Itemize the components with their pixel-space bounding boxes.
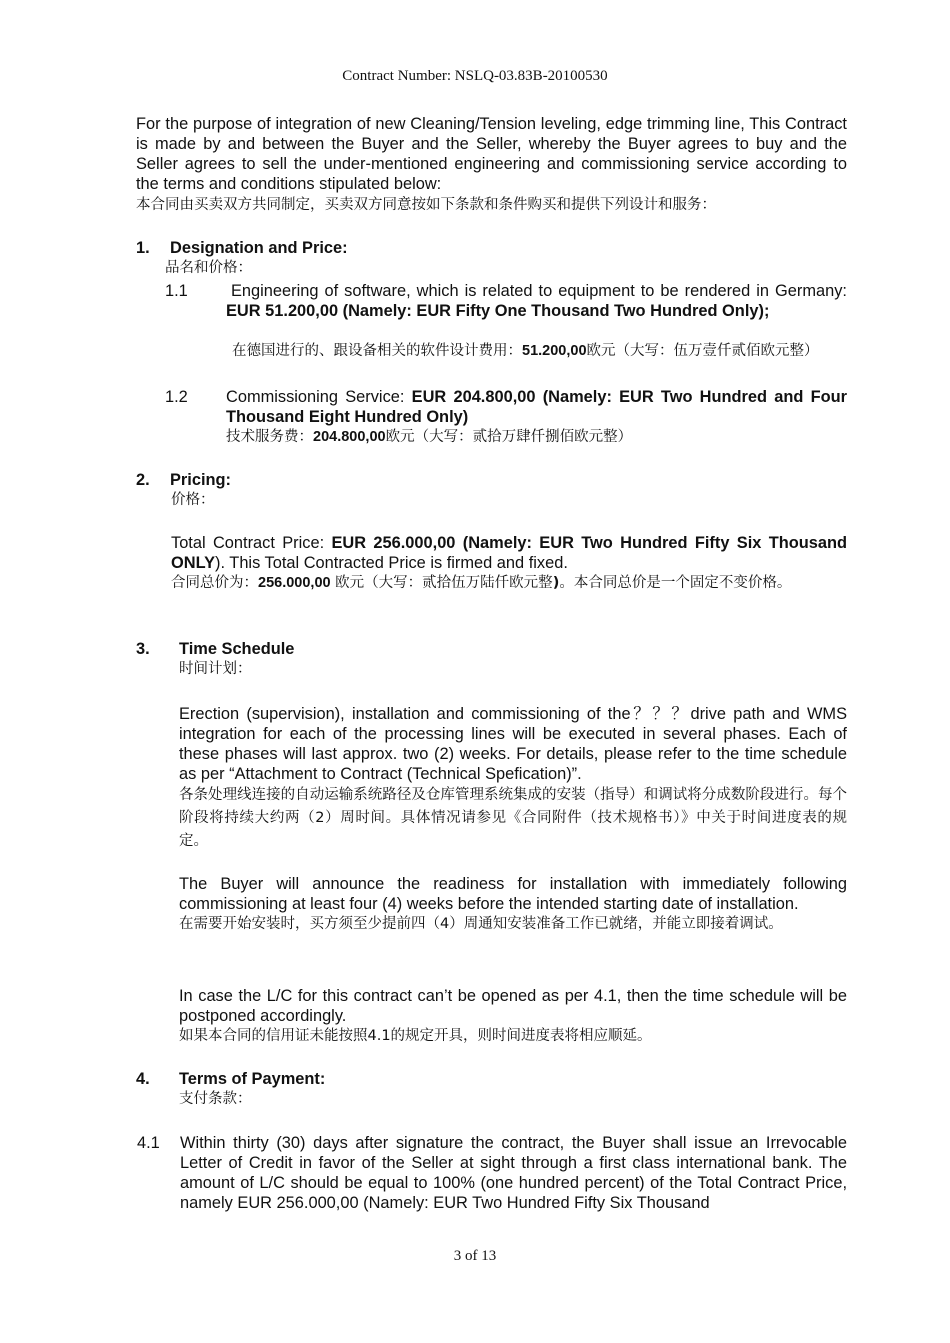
pricing-chinese: 合同总价为：256.000,00 欧元（大写：贰拾伍万陆仟欧元整)。本合同总价是一个固定不变价格。 (171, 575, 792, 591)
intro-english: For the purpose of integration of new Cleaning/Tension leveling, edge trimming line, This Contract is made by and between the Buyer and the Seller, whereby the Buyer agrees to buy and the Seller agrees to sell the under-mentioned engineering and commissioning service according to the terms and conditions stipulated below: (136, 115, 847, 193)
item-1-1-english: Engineering of software, which is related to equipment to be rendered in Germany: EUR 51.200,00 (Namely: EUR Fifty One Thousand Two Hundred Only); (226, 282, 847, 320)
time-schedule-p1-english: Erection (supervision), installation and commissioning of the？？？drive path and WMS integration for each of the processing lines will be executed in several phases. Each of these phases will last approx. two (2) weeks. For details, please refer to the time schedule as per “Attachment to Contract (Technical Spefication)”. (179, 705, 847, 783)
item-1-1-chinese: 在德国进行的、跟设备相关的软件设计费用：51.200,00欧元（大写：伍万壹仟贰佰欧元整） (232, 343, 819, 359)
item-1-2-english: Commissioning Service: EUR 204.800,00 (Namely: EUR Two Hundred and Four Thousand Eight Hundred Only) (226, 388, 848, 426)
section-4-title: Terms of Payment: (179, 1070, 326, 1088)
contract-number-header: Contract Number: NSLQ-03.83B-20100530 (342, 68, 608, 84)
time-schedule-p3-english: In case the L/C for this contract can’t be opened as per 4.1, then the time schedule will be postponed accordingly. (179, 987, 847, 1025)
section-2-chinese-title: 价格： (171, 492, 215, 508)
item-4-1-number: 4.1 (137, 1134, 160, 1152)
section-3-chinese-title: 时间计划： (179, 661, 252, 677)
section-2-title: Pricing: (170, 471, 232, 489)
item-1-2-number: 1.2 (165, 388, 188, 406)
section-3-title: Time Schedule (179, 640, 295, 658)
page-number-footer: 3 of 13 (453, 1248, 497, 1264)
section-1-title: Designation and Price: (170, 239, 348, 257)
time-schedule-p2-chinese: 在需要开始安装时，买方须至少提前四（4）周通知安装准备工作已就绪，并能立即接着调试。 (179, 916, 783, 932)
intro-chinese: 本合同由买卖双方共同制定，买卖双方同意按如下条款和条件购买和提供下列设计和服务： (136, 197, 716, 213)
section-4-chinese-title: 支付条款： (179, 1091, 252, 1107)
section-1-chinese-title: 品名和价格： (165, 260, 252, 276)
section-1-number: 1. (136, 239, 150, 257)
section-3-number: 3. (136, 640, 150, 658)
item-4-1-english: Within thirty (30) days after signature the contract, the Buyer shall issue an Irrevocable Letter of Credit in favor of the Seller at sight through a first class international bank. The amount of L/C should be equal to 100% (one hundred percent) of the Total Contract Price, namely EUR 256.000,00 (Namely: EUR Two Hundred Fifty Six Thousand (180, 1134, 847, 1212)
section-4-number: 4. (136, 1070, 150, 1088)
item-1-1-number: 1.1 (165, 282, 188, 300)
item-1-2-chinese: 技术服务费：204.800,00欧元（大写：贰拾万肆仟捌佰欧元整） (226, 429, 633, 445)
section-2-number: 2. (136, 471, 150, 489)
time-schedule-p3-chinese: 如果本合同的信用证未能按照4.1的规定开具，则时间进度表将相应顺延。 (179, 1028, 652, 1044)
time-schedule-p1-chinese: 各条处理线连接的自动运输系统路径及仓库管理系统集成的安装（指导）和调试将分成数阶段进行。每个阶段将持续大约两（2）周时间。具体情况请参见《合同附件（技术规格书）》中关于时间进度表的规定。 (179, 787, 847, 849)
pricing-english: Total Contract Price: EUR 256.000,00 (Namely: EUR Two Hundred Fifty Six Thousand ONLY). This Total Contracted Price is firmed and fixed. (171, 534, 848, 572)
time-schedule-p2-english: The Buyer will announce the readiness for installation with immediately following commissioning at least four (4) weeks before the intended starting date of installation. (179, 875, 847, 913)
